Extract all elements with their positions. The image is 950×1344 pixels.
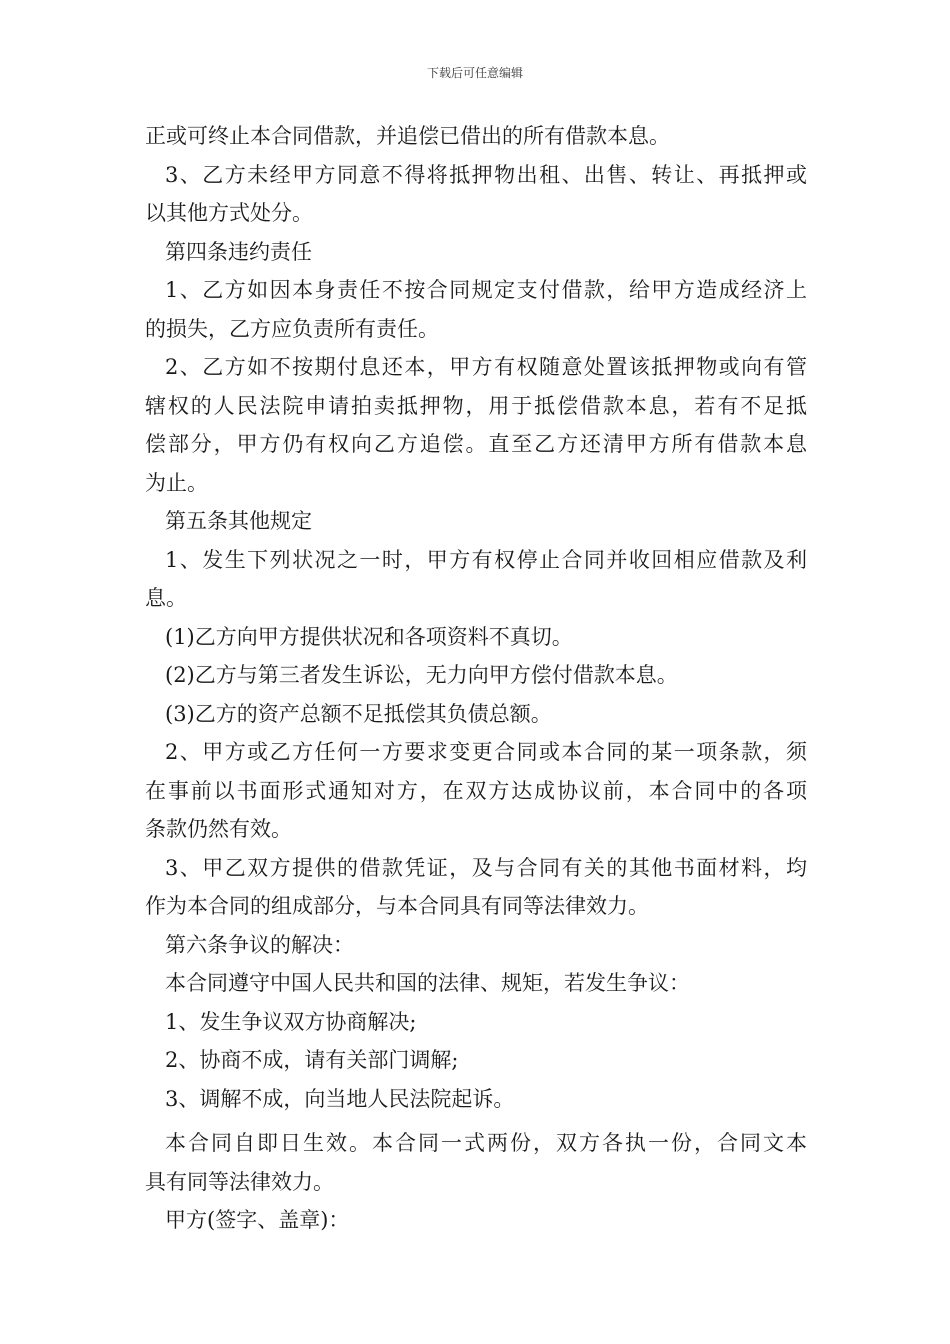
text-line: 正或可终止本合同借款，并追偿已借出的所有借款本息。: [145, 124, 670, 148]
text-line: (2)乙方与第三者发生诉讼，无力向甲方偿付借款本息。: [165, 663, 678, 687]
text-line: 的损失，乙方应负责所有责任。: [145, 316, 439, 341]
text-line: 在事前以书面形式通知对方，在双方达成协议前，本合同中的各项: [145, 778, 807, 803]
text-line: 3、甲乙双方提供的借款凭证，及与合同有关的其他书面材料，均: [165, 855, 807, 880]
text-line: 1、乙方如因本身责任不按合同规定支付借款，给甲方造成经济上: [165, 278, 807, 302]
text-line: 3、调解不成，向当地人民法院起诉。: [165, 1086, 515, 1111]
text-line: 本合同自即日生效。本合同一式两份，双方各执一份，合同文本: [165, 1131, 807, 1155]
text-line: 为止。: [145, 470, 208, 495]
text-line: 2、乙方如不按期付息还本，甲方有权随意处置该抵押物或向有管: [165, 355, 807, 379]
text-line: 息。: [145, 586, 187, 610]
text-line: 2、协商不成，请有关部门调解;: [165, 1048, 459, 1072]
signature-line: 甲方(签字、盖章)：: [165, 1208, 350, 1232]
text-line: 3、乙方未经甲方同意不得将抵押物出租、出售、转让、再抵押或: [165, 162, 807, 187]
section-heading: 第五条其他规定: [165, 509, 312, 533]
text-line: 条款仍然有效。: [145, 817, 292, 841]
section-heading: 第六条争议的解决：: [165, 932, 354, 957]
text-line: 偿部分，甲方仍有权向乙方追偿。直至乙方还清甲方所有借款本息: [145, 432, 807, 456]
text-line: 1、发生争议双方协商解决;: [165, 1009, 417, 1034]
text-line: 1、发生下列状况之一时，甲方有权停止合同并收回相应借款及利: [165, 547, 807, 572]
text-line: (3)乙方的资产总额不足抵偿其负债总额。: [165, 701, 552, 726]
text-line: 辖权的人民法院申请拍卖抵押物，用于抵偿借款本息，若有不足抵: [145, 393, 807, 418]
section-heading: 第四条违约责任: [165, 239, 312, 264]
text-line: 以其他方式处分。: [145, 201, 313, 225]
text-line: 2、甲方或乙方任何一方要求变更合同或本合同的某一项条款，须: [165, 740, 807, 764]
text-line: (1)乙方向甲方提供状况和各项资料不真切。: [165, 624, 573, 649]
text-line: 作为本合同的组成部分，与本合同具有同等法律效力。: [145, 894, 649, 918]
text-line: 具有同等法律效力。: [145, 1169, 334, 1194]
page-header: 下载后可任意编辑: [426, 66, 523, 80]
text-line: 本合同遵守中国人民共和国的法律、规矩，若发生争议：: [165, 971, 690, 995]
contract-body: [145, 117, 807, 1240]
